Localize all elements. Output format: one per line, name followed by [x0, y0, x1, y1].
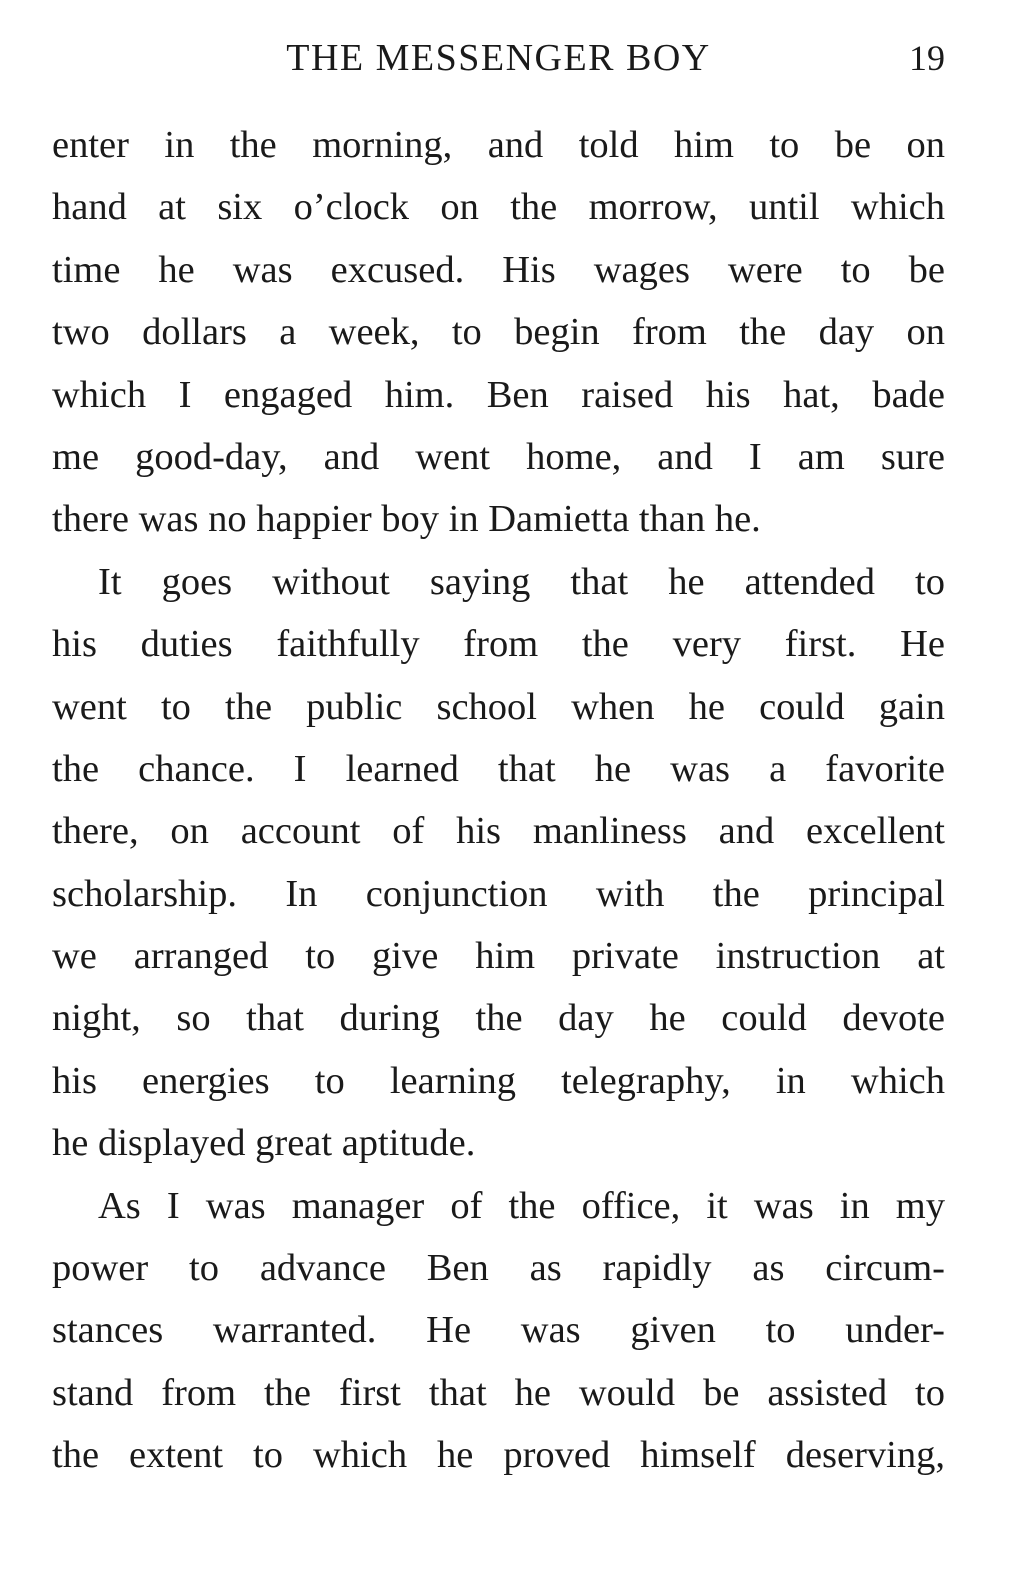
- text-line: enter in the morning, and told him to be on: [52, 124, 945, 166]
- text-line: It goes without saying that he attended to: [98, 560, 945, 603]
- text-line: there, on account of his manliness and excellent: [52, 810, 945, 853]
- text-line: As I was manager of the office, it was in my: [98, 1184, 945, 1227]
- text-line: we arranged to give him private instruction at: [52, 935, 945, 978]
- running-head: [52, 30, 945, 86]
- text-line: time he was excused. His wages were to be: [52, 248, 945, 291]
- text-line: his energies to learning telegraphy, in which: [52, 1059, 945, 1102]
- text-line: went to the public school when he could gain: [52, 685, 945, 728]
- text-line: the extent to which he proved himself deserving,: [52, 1434, 945, 1477]
- page-number: 19: [909, 38, 945, 78]
- body-text: [52, 114, 945, 1487]
- text-line: there was no happier boy in Damietta than he.: [52, 498, 761, 541]
- text-line: scholarship. In conjunction with the principal: [52, 872, 945, 915]
- text-line: two dollars a week, to begin from the day on: [52, 311, 945, 354]
- text-line: me good-day, and went home, and I am sure: [52, 435, 945, 478]
- running-title: THE MESSENGER BOY: [286, 37, 711, 79]
- text-line: night, so that during the day he could devote: [52, 997, 945, 1040]
- text-line: stand from the first that he would be assisted to: [52, 1371, 945, 1414]
- text-line: which I engaged him. Ben raised his hat, bade: [52, 373, 945, 416]
- text-line: the chance. I learned that he was a favorite: [52, 747, 945, 790]
- text-line: power to advance Ben as rapidly as circum-: [52, 1247, 945, 1290]
- text-line: hand at six o’clock on the morrow, until which: [52, 186, 945, 229]
- text-line: stances warranted. He was given to under-: [52, 1309, 945, 1352]
- text-line: his duties faithfully from the very first. He: [52, 623, 945, 666]
- text-line: he displayed great aptitude.: [52, 1122, 476, 1165]
